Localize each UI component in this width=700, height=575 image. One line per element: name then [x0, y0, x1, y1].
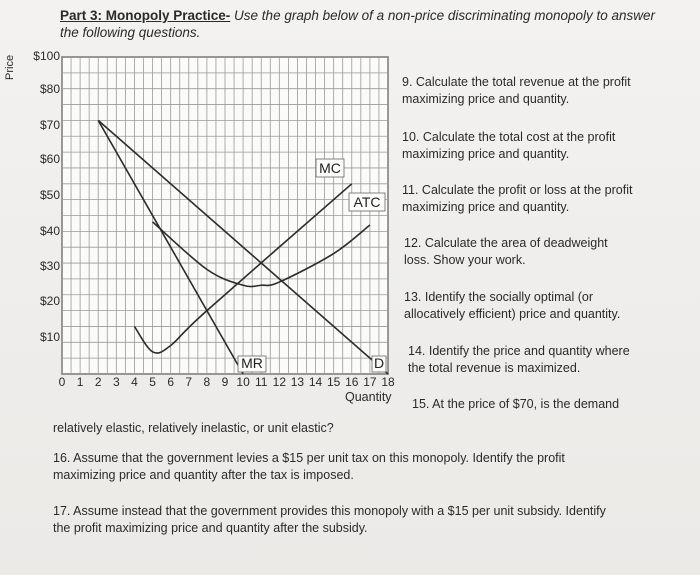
x-tick-label: 5	[149, 375, 156, 389]
y-tick-label: $30	[39, 259, 60, 273]
y-tick-label: $50	[39, 188, 60, 202]
x-tick-label: 15	[326, 375, 341, 389]
x-tick-label: 16	[345, 375, 359, 389]
x-tick-label: 10	[236, 375, 250, 389]
question-13: 13. Identify the socially optimal (or allocatively efficient) price and quantity.	[404, 290, 621, 321]
curve-label-atc: ATC	[353, 194, 381, 210]
question-9: 9. Calculate the total revenue at the profit maximizing price and quantity.	[402, 75, 631, 106]
question-15-cont: relatively elastic, relatively inelastic, or unit elastic?	[53, 421, 334, 435]
x-tick-label: 14	[308, 375, 323, 389]
instruction-text-cont: the following questions.	[60, 25, 201, 40]
y-tick-label: $10	[39, 330, 60, 344]
x-tick-label: 17	[363, 375, 377, 389]
x-tick-label: 12	[272, 375, 286, 389]
x-tick-label: 8	[203, 375, 211, 389]
x-tick-label: 13	[290, 375, 305, 389]
question-17: 17. Assume instead that the government provides this monopoly with a $15 per unit subsidy. Identify the profit maximizing price and quantity after the subsidy.	[53, 504, 606, 535]
y-tick-label: $20	[39, 294, 60, 308]
x-tick-label: 4	[131, 375, 138, 389]
instruction-text: Use the graph below of a non-price discriminating monopoly to answer	[230, 8, 656, 23]
question-16: 16. Assume that the government levies a $15 per unit tax on this monopoly. Identify the profit maximizing price and quantity after the tax is imposed.	[53, 451, 565, 482]
x-tick-label: 1	[76, 375, 84, 389]
y-tick-label: $80	[39, 82, 60, 96]
x-tick-label: 18	[381, 375, 395, 389]
x-tick-label: 0	[58, 375, 66, 389]
x-tick-label: 6	[167, 375, 174, 389]
x-tick-label: 3	[112, 375, 120, 389]
x-tick-label: 7	[185, 375, 193, 389]
x-tick-label: 11	[254, 375, 268, 389]
curve-label-mr: MR	[241, 355, 263, 371]
x-tick-label: 2	[94, 375, 102, 389]
y-tick-label: $40	[39, 224, 60, 238]
question-14: 14. Identify the price and quantity where the total revenue is maximized.	[408, 344, 630, 375]
x-axis-label: Quantity	[345, 390, 392, 404]
part-title: Part 3: Monopoly Practice-	[60, 8, 231, 23]
question-15: 15. At the price of $70, is the demand	[412, 397, 620, 411]
curve-label-d: D	[373, 355, 385, 371]
question-12: 12. Calculate the area of deadweight loss. Show your work.	[404, 236, 608, 267]
question-11: 11. Calculate the profit or loss at the profit maximizing price and quantity.	[402, 183, 633, 214]
y-tick-label: $60	[39, 152, 60, 166]
y-tick-label: $70	[39, 118, 60, 132]
x-tick-label: 9	[221, 375, 229, 389]
curve-label-mc: MC	[319, 160, 341, 176]
y-tick-label: $100	[33, 49, 60, 63]
y-axis-label: Price	[4, 54, 16, 80]
question-10: 10. Calculate the total cost at the profit maximizing price and quantity.	[402, 130, 616, 161]
